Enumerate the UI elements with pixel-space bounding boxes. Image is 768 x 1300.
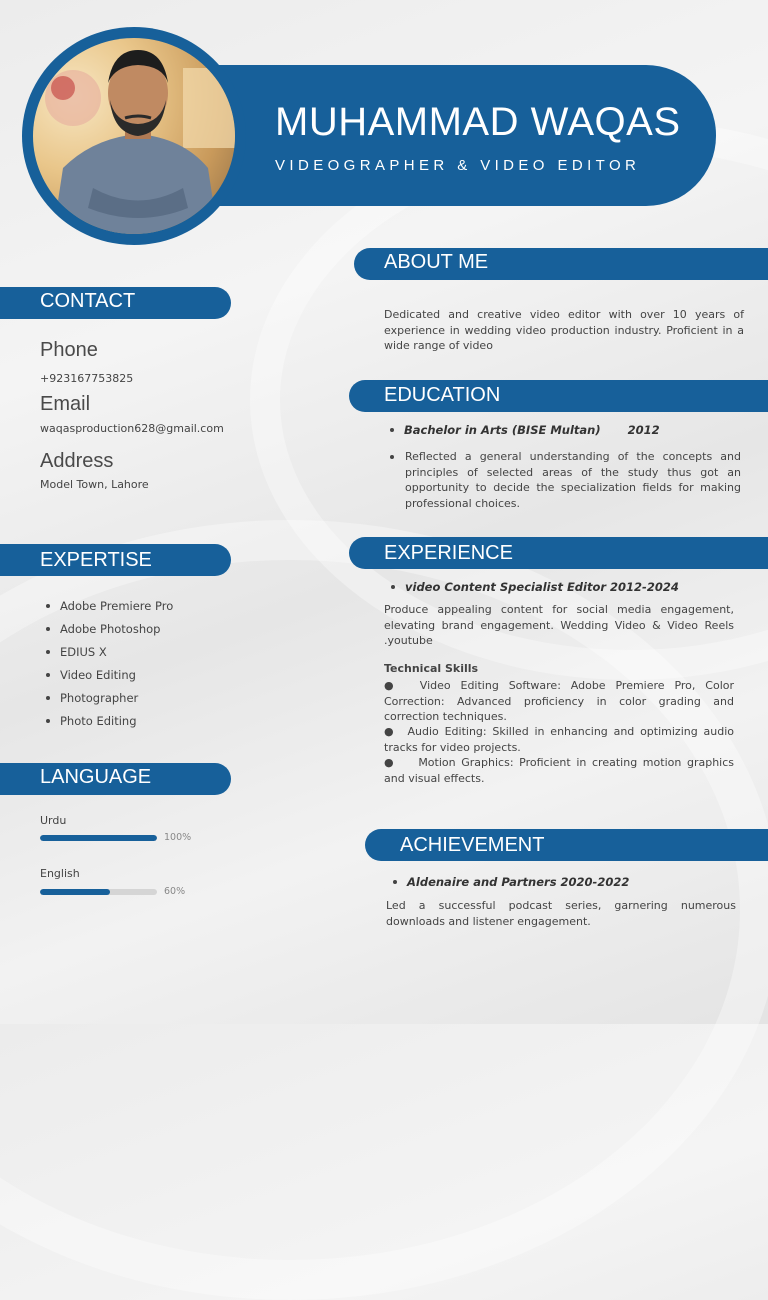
- experience-description: Produce appealing content for social media engagement, elevating brand engagement. Wedding Video & Video Reels .youtube: [384, 603, 734, 647]
- education-degree: Bachelor in Arts (BISE Multan): [404, 423, 601, 437]
- expertise-item: [46, 640, 173, 663]
- language-level-fill: [40, 889, 110, 895]
- expertise-item-label: Adobe Photoshop: [60, 621, 161, 636]
- technical-skill: [384, 724, 734, 755]
- bullet-icon: [390, 455, 394, 459]
- person-illustration: [33, 38, 235, 234]
- phone-value[interactable]: +923167753825: [40, 372, 134, 385]
- achievement-heading: ACHIEVEMENT: [400, 834, 545, 856]
- experience-role-item: [391, 580, 679, 594]
- experience-heading: EXPERIENCE: [384, 542, 513, 564]
- bullet-icon: [46, 673, 50, 677]
- achievement-title-item: [393, 875, 629, 889]
- language-level-bar-english: [40, 889, 157, 895]
- language-level-fill: [40, 835, 157, 841]
- achievement-title: Aldenaire and Partners 2020-2022: [407, 875, 630, 889]
- bullet-icon: ●: [384, 725, 408, 738]
- about-text: Dedicated and creative video editor with over 10 years of experience in wedding video production industry. Proficient in a wide range of video: [384, 308, 744, 352]
- technical-skill-text: Motion Graphics: Proficient in creating motion graphics and visual effects.: [384, 756, 735, 785]
- education-description-item: [390, 449, 404, 459]
- technical-skill: [384, 678, 734, 725]
- language-level-label-urdu: 100%: [164, 832, 192, 843]
- bullet-icon: [46, 627, 50, 631]
- email-value[interactable]: waqasproduction628@gmail.com: [40, 422, 224, 435]
- language-name-english: English: [40, 867, 80, 880]
- education-degree-item: [390, 423, 660, 437]
- technical-skill-text: Video Editing Software: Adobe Premiere Pro, Color Correction: Advanced proficiency in color grading and correction techniques.: [384, 679, 734, 723]
- bullet-icon: [46, 719, 50, 723]
- bullet-icon: ●: [384, 756, 419, 769]
- expertise-heading: EXPERTISE: [40, 549, 152, 571]
- contact-heading: CONTACT: [40, 290, 136, 312]
- expertise-item: [46, 594, 173, 617]
- expertise-item: [46, 686, 173, 709]
- profile-photo: [33, 38, 235, 234]
- expertise-item-label: Video Editing: [60, 667, 136, 682]
- bullet-icon: [46, 650, 50, 654]
- bullet-icon: [46, 604, 50, 608]
- expertise-item: [46, 709, 173, 732]
- language-level-bar-urdu: [40, 835, 157, 841]
- bullet-icon: [393, 880, 397, 884]
- bullet-icon: [391, 585, 395, 589]
- person-name: MUHAMMAD WAQAS: [275, 100, 681, 144]
- achievement-description: Led a successful podcast series, garnering numerous downloads and listener engagement.: [386, 899, 736, 928]
- technical-skill: [384, 755, 734, 786]
- technical-skills-heading: Technical Skills: [384, 662, 479, 675]
- expertise-item-label: Photographer: [60, 690, 139, 705]
- education-year: 2012: [627, 423, 660, 437]
- language-heading: LANGUAGE: [40, 766, 152, 788]
- address-label: Address: [40, 450, 114, 472]
- language-name-urdu: Urdu: [40, 814, 67, 827]
- expertise-list: [46, 594, 173, 732]
- expertise-item: [46, 663, 173, 686]
- bullet-icon: ●: [384, 679, 420, 692]
- technical-skill-text: Audio Editing: Skilled in enhancing and optimizing audio tracks for video projects.: [384, 725, 735, 754]
- education-description: Reflected a general understanding of the concepts and principles of selected areas of the study thus got an opportunity to decide the specialization fields for making professional choices.: [405, 450, 741, 510]
- experience-role: video Content Specialist Editor 2012-2024: [405, 580, 679, 594]
- bullet-icon: [390, 428, 394, 432]
- about-heading: ABOUT ME: [384, 251, 489, 273]
- job-title: VIDEOGRAPHER & VIDEO EDITOR: [275, 157, 641, 174]
- address-value: Model Town, Lahore: [40, 478, 149, 491]
- expertise-item: [46, 617, 173, 640]
- expertise-item-label: EDIUS X: [60, 644, 107, 659]
- expertise-item-label: Photo Editing: [60, 713, 137, 728]
- expertise-item-label: Adobe Premiere Pro: [60, 598, 174, 613]
- language-level-label-english: 60%: [164, 886, 186, 897]
- phone-label: Phone: [40, 339, 98, 361]
- education-heading: EDUCATION: [384, 384, 501, 406]
- email-label: Email: [40, 393, 91, 415]
- bullet-icon: [46, 696, 50, 700]
